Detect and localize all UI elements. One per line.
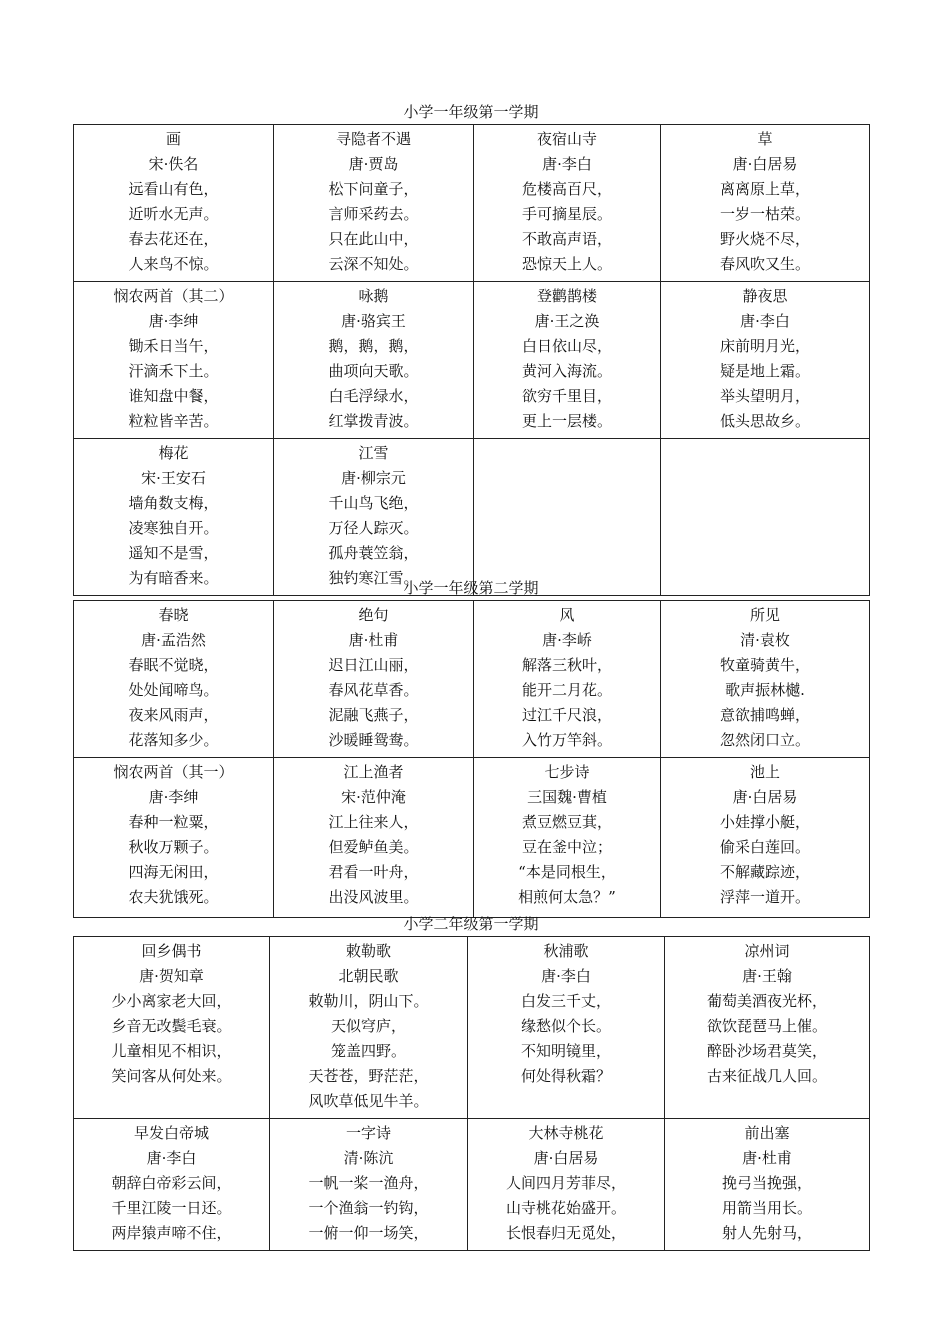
poem-row bbox=[74, 1119, 870, 1251]
poem-title: 悯农两首（其二） bbox=[113, 287, 234, 305]
poem-cell bbox=[274, 282, 474, 439]
poem-line: 鹅，鹅，鹅， bbox=[328, 337, 419, 355]
poem-line: 野火烧不尽， bbox=[719, 230, 810, 248]
poem-title: 登鹳鹊楼 bbox=[536, 287, 597, 305]
poem-line: 葡萄美酒夜光杯， bbox=[706, 992, 827, 1010]
poem-cell bbox=[661, 125, 870, 282]
poem-line: 一岁一枯荣。 bbox=[719, 205, 810, 223]
poem-line: 离离原上草， bbox=[719, 180, 810, 198]
poem-title: 春晓 bbox=[158, 606, 189, 624]
poem-line: 挽弓当挽强， bbox=[721, 1174, 812, 1192]
poem-line: 人来鸟不惊。 bbox=[128, 255, 219, 273]
poem-line: 射人先射马， bbox=[721, 1224, 812, 1242]
poem-line: 千里江陵一日还。 bbox=[111, 1199, 232, 1217]
poem-line: 春风花草香。 bbox=[328, 681, 419, 699]
poem-title: 凉州词 bbox=[744, 942, 790, 960]
poem-line: 墙角数支梅， bbox=[128, 494, 219, 512]
poem-line: 只在此山中， bbox=[328, 230, 419, 248]
poem-cell bbox=[474, 282, 661, 439]
section-title-grade1-term2: 小学一年级第二学期 bbox=[403, 579, 539, 597]
poem-author: 唐·白居易 bbox=[732, 788, 798, 806]
poem-author: 唐·贾岛 bbox=[348, 155, 399, 173]
poem-title: 敕勒歌 bbox=[345, 942, 391, 960]
poem-line: 欲穷千里目， bbox=[521, 387, 612, 405]
poem-line: 处处闻啼鸟。 bbox=[128, 681, 219, 699]
poem-author: 唐·白居易 bbox=[533, 1149, 599, 1167]
poem-cell bbox=[270, 1119, 468, 1251]
poem-cell bbox=[661, 601, 870, 758]
poem-line: 天苍苍，野茫茫， bbox=[308, 1067, 429, 1085]
poem-line: 敕勒川，阴山下。 bbox=[308, 992, 429, 1010]
poem-line: 独钓寒江雪。 bbox=[328, 569, 419, 587]
poem-line: 汗滴禾下土。 bbox=[128, 362, 219, 380]
poem-line: 花落知多少。 bbox=[128, 731, 219, 749]
poem-line: 言师采药去。 bbox=[328, 205, 419, 223]
poem-table-grade2-term1 bbox=[73, 936, 870, 1251]
poem-row bbox=[74, 937, 870, 1119]
poem-line: 危楼高百尺， bbox=[521, 180, 612, 198]
poem-line: 乡音无改鬓毛衰。 bbox=[111, 1017, 232, 1035]
poem-row bbox=[74, 439, 870, 596]
poem-author: 唐·李峤 bbox=[542, 631, 592, 649]
poem-line: 沙暖睡鸳鸯。 bbox=[328, 731, 419, 749]
poem-line: 春风吹又生。 bbox=[719, 255, 810, 273]
poem-cell bbox=[665, 1119, 870, 1251]
poem-cell bbox=[274, 439, 474, 596]
poem-line: 遥知不是雪， bbox=[128, 544, 219, 562]
poem-line: 小娃撑小艇， bbox=[719, 813, 810, 831]
poem-author: 唐·杜甫 bbox=[348, 631, 399, 649]
poem-author: 唐·李绅 bbox=[148, 312, 199, 330]
poem-line: 曲项向天歌。 bbox=[328, 362, 419, 380]
poem-line: 云深不知处。 bbox=[328, 255, 419, 273]
poem-line: 一个渔翁一钓钩， bbox=[308, 1199, 429, 1217]
poem-cell bbox=[661, 282, 870, 439]
poem-author: 唐·贺知章 bbox=[139, 967, 204, 985]
poem-line: 豆在釜中泣； bbox=[521, 838, 612, 856]
poem-cell bbox=[468, 1119, 665, 1251]
poem-line: 人间四月芳菲尽， bbox=[505, 1174, 626, 1192]
poem-author: 唐·李白 bbox=[541, 967, 591, 985]
poem-line: 秋收万颗子。 bbox=[128, 838, 219, 856]
poem-line: 不解藏踪迹， bbox=[719, 863, 810, 881]
poem-line: 锄禾日当午， bbox=[128, 337, 219, 355]
poem-author: 宋·王安石 bbox=[141, 469, 206, 487]
poem-line: 煮豆燃豆萁， bbox=[521, 813, 612, 831]
poem-author: 唐·骆宾王 bbox=[341, 312, 406, 330]
poem-line: 举头望明月， bbox=[719, 387, 810, 405]
poem-author: 唐·李绅 bbox=[148, 788, 199, 806]
poem-cell bbox=[274, 125, 474, 282]
poem-table-grade1-term1 bbox=[73, 124, 870, 596]
poem-line: 意欲捕鸣蝉， bbox=[719, 706, 810, 724]
poem-title: 画 bbox=[165, 130, 181, 148]
poem-line: 春去花还在， bbox=[128, 230, 219, 248]
poem-line: 天似穹庐， bbox=[330, 1017, 406, 1035]
poem-cell bbox=[665, 937, 870, 1119]
poem-line: 朝辞白帝彩云间， bbox=[111, 1174, 232, 1192]
poem-author: 唐·李白 bbox=[146, 1149, 197, 1167]
poem-line: 但爱鲈鱼美。 bbox=[328, 838, 419, 856]
poem-line: 偷采白莲回。 bbox=[719, 838, 810, 856]
poem-cell bbox=[74, 439, 274, 596]
poem-line: 忽然闭口立。 bbox=[719, 731, 810, 749]
poem-line: 低头思故乡。 bbox=[719, 412, 810, 430]
poem-cell bbox=[474, 758, 661, 918]
poem-line: 不知明镜里， bbox=[520, 1042, 611, 1060]
poem-line: 手可摘星辰。 bbox=[521, 205, 612, 223]
poem-title: 江上渔者 bbox=[343, 763, 404, 781]
poem-author: 宋·范仲淹 bbox=[341, 788, 406, 806]
poem-line: 孤舟蓑笠翁， bbox=[328, 544, 419, 562]
poem-line: 少小离家老大回， bbox=[111, 992, 232, 1010]
poem-author: 清·袁枚 bbox=[740, 631, 790, 649]
poem-line: 远看山有色， bbox=[128, 180, 219, 198]
poem-author: 唐·白居易 bbox=[732, 155, 798, 173]
poem-cell bbox=[74, 282, 274, 439]
poem-title: 早发白帝城 bbox=[133, 1124, 209, 1142]
poem-line: 解落三秋叶， bbox=[521, 656, 612, 674]
poem-author: 清·陈沆 bbox=[343, 1149, 394, 1167]
poem-line: 长恨春归无觅处， bbox=[505, 1224, 626, 1242]
poem-line: 浮萍一道开。 bbox=[719, 888, 810, 906]
poem-title: 咏鹅 bbox=[358, 287, 389, 305]
poem-line: 一帆一桨一渔舟， bbox=[308, 1174, 429, 1192]
poem-cell bbox=[74, 758, 274, 918]
poem-title: 梅花 bbox=[158, 444, 189, 462]
poem-cell bbox=[274, 601, 474, 758]
poem-line: 过江千尺浪， bbox=[521, 706, 612, 724]
poem-line: 白日依山尽， bbox=[521, 337, 612, 355]
poem-title: 静夜思 bbox=[742, 287, 788, 305]
poem-line: 更上一层楼。 bbox=[521, 412, 612, 430]
poem-line: 白发三千丈， bbox=[520, 992, 611, 1010]
poem-title: 大林寺桃花 bbox=[528, 1124, 604, 1142]
poem-title: 夜宿山寺 bbox=[536, 130, 597, 148]
poem-cell bbox=[474, 125, 661, 282]
poem-cell bbox=[74, 125, 274, 282]
poem-author: 三国魏·曹植 bbox=[527, 788, 607, 806]
poem-line: 凌寒独自开。 bbox=[128, 519, 219, 537]
poem-line: 相煎何太急？” bbox=[518, 888, 616, 906]
poem-line: 儿童相见不相识， bbox=[111, 1042, 232, 1060]
poem-title: 江雪 bbox=[358, 444, 389, 462]
poem-line: 何处得秋霜？ bbox=[520, 1067, 611, 1085]
poem-title: 前出塞 bbox=[744, 1124, 790, 1142]
poem-line: 近听水无声。 bbox=[128, 205, 219, 223]
poem-cell bbox=[661, 758, 870, 918]
poem-line: 两岸猿声啼不住， bbox=[111, 1224, 232, 1242]
poem-line: 春种一粒粟， bbox=[128, 813, 219, 831]
poem-cell bbox=[274, 758, 474, 918]
section-title-grade2-term1: 小学二年级第一学期 bbox=[403, 915, 539, 933]
poem-cell bbox=[74, 937, 270, 1119]
poem-line: 缘愁似个长。 bbox=[520, 1017, 611, 1035]
poem-title: 悯农两首（其一） bbox=[113, 763, 234, 781]
poem-author: 唐·孟浩然 bbox=[141, 631, 206, 649]
poem-line: 松下问童子， bbox=[328, 180, 419, 198]
poem-line: 迟日江山丽， bbox=[328, 656, 419, 674]
poem-line: 能开二月花。 bbox=[521, 681, 612, 699]
poem-line: 入竹万竿斜。 bbox=[521, 731, 612, 749]
poem-title: 寻隐者不遇 bbox=[335, 130, 411, 148]
poem-title: 草 bbox=[757, 130, 773, 148]
poem-title: 池上 bbox=[749, 763, 780, 781]
poem-title: 秋浦歌 bbox=[543, 942, 589, 960]
poem-line: 谁知盘中餐， bbox=[128, 387, 219, 405]
poem-line: 欲饮琵琶马上催。 bbox=[706, 1017, 827, 1035]
poem-author: 宋·佚名 bbox=[148, 155, 199, 173]
poem-line: 风吹草低见牛羊。 bbox=[308, 1092, 429, 1110]
poem-line: 四海无闲田， bbox=[128, 863, 219, 881]
poem-line: 笑问客从何处来。 bbox=[111, 1067, 232, 1085]
section-title-grade1-term1: 小学一年级第一学期 bbox=[403, 103, 539, 121]
poem-author: 唐·柳宗元 bbox=[341, 469, 406, 487]
poem-title: 风 bbox=[559, 606, 575, 624]
poem-line: 床前明月光， bbox=[719, 337, 810, 355]
poem-title: 回乡偶书 bbox=[141, 942, 202, 960]
poem-cell bbox=[468, 937, 665, 1119]
poem-author: 唐·李白 bbox=[542, 155, 592, 173]
poem-author: 唐·李白 bbox=[740, 312, 790, 330]
poem-line: 为有暗香来。 bbox=[128, 569, 219, 587]
poem-title: 绝句 bbox=[358, 606, 389, 624]
poem-line: 粒粒皆辛苦。 bbox=[128, 412, 219, 430]
poem-line: 江上往来人， bbox=[328, 813, 419, 831]
poem-author: 唐·王之涣 bbox=[534, 312, 600, 330]
poem-author: 唐·杜甫 bbox=[742, 1149, 792, 1167]
empty-cell bbox=[474, 439, 661, 596]
poem-line: 出没风波里。 bbox=[328, 888, 419, 906]
poem-title: 一字诗 bbox=[345, 1124, 391, 1142]
poem-line: 农夫犹饿死。 bbox=[128, 888, 219, 906]
poem-line: 君看一叶舟， bbox=[328, 863, 419, 881]
poem-row bbox=[74, 125, 870, 282]
poem-title: 七步诗 bbox=[544, 763, 590, 781]
poem-line: 疑是地上霜。 bbox=[719, 362, 810, 380]
poem-line: 红掌拨青波。 bbox=[328, 412, 419, 430]
poem-cell bbox=[270, 937, 468, 1119]
poem-table-grade1-term2 bbox=[73, 600, 870, 918]
poem-cell bbox=[74, 601, 274, 758]
empty-cell bbox=[661, 439, 870, 596]
poem-line: 黄河入海流。 bbox=[521, 362, 612, 380]
poem-line: 夜来风雨声， bbox=[128, 706, 219, 724]
poem-line: 牧童骑黄牛， bbox=[719, 656, 810, 674]
poem-title: 所见 bbox=[749, 606, 780, 624]
poem-row bbox=[74, 758, 870, 918]
poem-line: 歌声振林樾. bbox=[725, 681, 805, 699]
poem-line: 泥融飞燕子， bbox=[328, 706, 419, 724]
poem-line: 山寺桃花始盛开。 bbox=[505, 1199, 626, 1217]
poem-line: 万径人踪灭。 bbox=[328, 519, 419, 537]
poem-line: 春眠不觉晓， bbox=[128, 656, 219, 674]
poem-row bbox=[74, 601, 870, 758]
poem-row bbox=[74, 282, 870, 439]
poem-line: 用箭当用长。 bbox=[721, 1199, 812, 1217]
poem-line: 白毛浮绿水， bbox=[328, 387, 419, 405]
poem-line: 古来征战几人回。 bbox=[706, 1067, 827, 1085]
poem-line: 笼盖四野。 bbox=[330, 1042, 406, 1060]
poem-line: 千山鸟飞绝， bbox=[328, 494, 419, 512]
poem-line: 恐惊天上人。 bbox=[521, 255, 612, 273]
poem-cell bbox=[474, 601, 661, 758]
poem-author: 北朝民歌 bbox=[338, 967, 399, 985]
poem-line: 醉卧沙场君莫笑， bbox=[706, 1042, 827, 1060]
poem-cell bbox=[74, 1119, 270, 1251]
poem-line: 一俯一仰一场笑， bbox=[308, 1224, 429, 1242]
poem-line: 不敢高声语， bbox=[521, 230, 612, 248]
poem-author: 唐·王翰 bbox=[742, 967, 792, 985]
poem-line: “本是同根生， bbox=[518, 863, 616, 881]
